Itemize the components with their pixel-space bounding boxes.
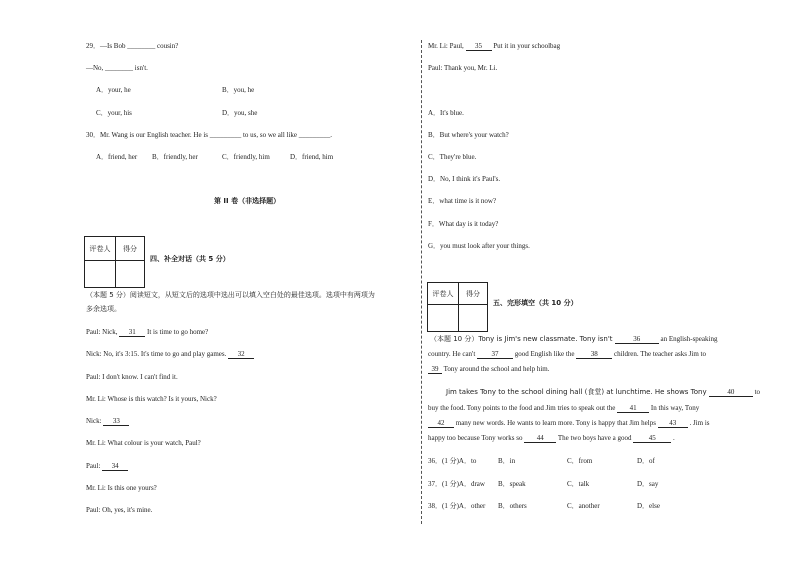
passage-line-5: buy the food. Tony points to the food and Jim tries to speak out the 41 In this way, Tony <box>428 404 700 412</box>
dialogue-line-8: Mr. Li: Is this one yours? <box>86 484 157 492</box>
q29-option-a: A．your, he <box>96 86 131 94</box>
score-table-cell <box>85 261 116 287</box>
blank-39: 39 <box>428 365 442 374</box>
option-d: D．No, I think it's Paul's. <box>428 175 501 183</box>
option-b: B．But where's your watch? <box>428 131 509 139</box>
passage-line-6: 42 many new words. He wants to learn more. Tony is happy that Jim helps 43 . Jim is <box>428 419 710 428</box>
dialogue-line-4: Mr. Li: Whose is this watch? Is it yours, Nick? <box>86 395 217 403</box>
q37-label: 37．(1 分)A．draw <box>428 480 485 488</box>
q38-option-d: D．else <box>637 502 660 510</box>
blank-35: 35 <box>466 42 492 51</box>
dialogue-line-3: Paul: I don't know. I can't find it. <box>86 373 178 381</box>
passage-line-1: （本题 10 分）Tony is Jim's new classmate. Tony isn't 36 an English-speaking <box>430 335 718 343</box>
q38-option-b: B．others <box>498 502 527 510</box>
q29-stem-2: —No, ________ isn't. <box>86 64 148 72</box>
q36-option-b: B．in <box>498 457 516 465</box>
blank-37: 37 <box>477 350 513 359</box>
score-table-header-score: 得分 <box>459 283 487 305</box>
q30-option-c: C．friendly, him <box>222 153 270 161</box>
score-table-right <box>427 282 488 332</box>
section-4-intro: （本题 5 分）阅读短文，从短文后的选项中选出可以填入空白处的最佳选项。选项中有两项为 <box>86 291 375 299</box>
q29-option-c: C．your, his <box>96 109 132 117</box>
dialogue-line-2: Nick: No, it's 3:15. It's time to go and play games. 32 <box>86 350 254 359</box>
blank-42: 42 <box>428 419 454 428</box>
dialogue-line-9: Paul: Oh, yes, it's mine. <box>86 506 153 514</box>
q36-option-d: D．of <box>637 457 655 465</box>
option-a: A．It's blue. <box>428 109 464 117</box>
option-e: E．what time is it now? <box>428 197 497 205</box>
section-4-intro-2: 多余选项。 <box>86 305 121 313</box>
blank-32: 32 <box>228 350 254 359</box>
blank-44: 44 <box>524 434 556 443</box>
q29-stem: 29．—Is Bob ________ cousin? <box>86 42 179 50</box>
score-table-left <box>84 236 145 288</box>
column-divider <box>421 40 422 524</box>
score-table-cell <box>459 305 487 331</box>
option-c: C．They're blue. <box>428 153 477 161</box>
blank-38: 38 <box>576 350 612 359</box>
dialogue-line-5: Nick: 33 <box>86 417 129 426</box>
passage-line-2: country. He can't 37 good English like the 38 children. The teacher asks Jim to <box>428 350 706 358</box>
dialogue-line-6: Mr. Li: What colour is your watch, Paul? <box>86 439 201 447</box>
q37-option-d: D．say <box>637 480 659 488</box>
option-f: F．What day is it today? <box>428 220 499 228</box>
q38-option-c: C．another <box>567 502 600 510</box>
passage-line-4: Jim takes Tony to the school dining hall (食堂) at lunchtime. He shows Tony 40 to <box>446 388 761 396</box>
score-table-header-score: 得分 <box>116 237 144 261</box>
score-table-header-grader: 评卷人 <box>428 283 459 305</box>
dialogue-line-11: Paul: Thank you, Mr. Li. <box>428 64 498 72</box>
option-g: G．you must look after your things. <box>428 242 530 250</box>
q38-label: 38．(1 分)A．other <box>428 502 486 510</box>
dialogue-line-1: Paul: Nick, 31 It is time to go home? <box>86 328 209 336</box>
q30-option-d: D．friend, him <box>290 153 334 161</box>
passage-line-7: happy too because Tony works so 44 The two boys have a good 45 . <box>428 434 675 442</box>
blank-36: 36 <box>615 335 659 344</box>
score-table-cell <box>428 305 459 331</box>
dialogue-line-10: Mr. Li: Paul, 35 Put it in your schoolbag <box>428 42 561 50</box>
score-table-cell <box>116 261 144 287</box>
q30-stem: 30．Mr. Wang is our English teacher. He is _________ to us, so we all like _________. <box>86 131 333 139</box>
q37-option-c: C．talk <box>567 480 590 488</box>
blank-33: 33 <box>103 417 129 426</box>
blank-45: 45 <box>633 434 671 443</box>
q30-option-a: A．friend, her <box>96 153 138 161</box>
part-2-title: 第 II 卷（非选择题） <box>214 197 281 205</box>
q36-label: 36．(1 分)A．to <box>428 457 477 465</box>
blank-43: 43 <box>658 419 688 428</box>
q29-option-d: D．you, she <box>222 109 258 117</box>
q37-option-b: B．speak <box>498 480 526 488</box>
section-5-title: 五、完形填空（共 10 分） <box>493 299 578 307</box>
blank-31: 31 <box>119 328 145 337</box>
passage-line-3: 39 Tony around the school and help him. <box>428 365 549 374</box>
q29-option-b: B．you, he <box>222 86 255 94</box>
q30-option-b: B．friendly, her <box>152 153 198 161</box>
score-table-header-grader: 评卷人 <box>85 237 116 261</box>
dialogue-line-7: Paul: 34 <box>86 462 128 471</box>
section-4-title: 四、补全对话（共 5 分） <box>150 255 230 263</box>
q36-option-c: C．from <box>567 457 593 465</box>
blank-41: 41 <box>617 404 649 413</box>
blank-34: 34 <box>102 462 128 471</box>
blank-40: 40 <box>709 388 753 397</box>
